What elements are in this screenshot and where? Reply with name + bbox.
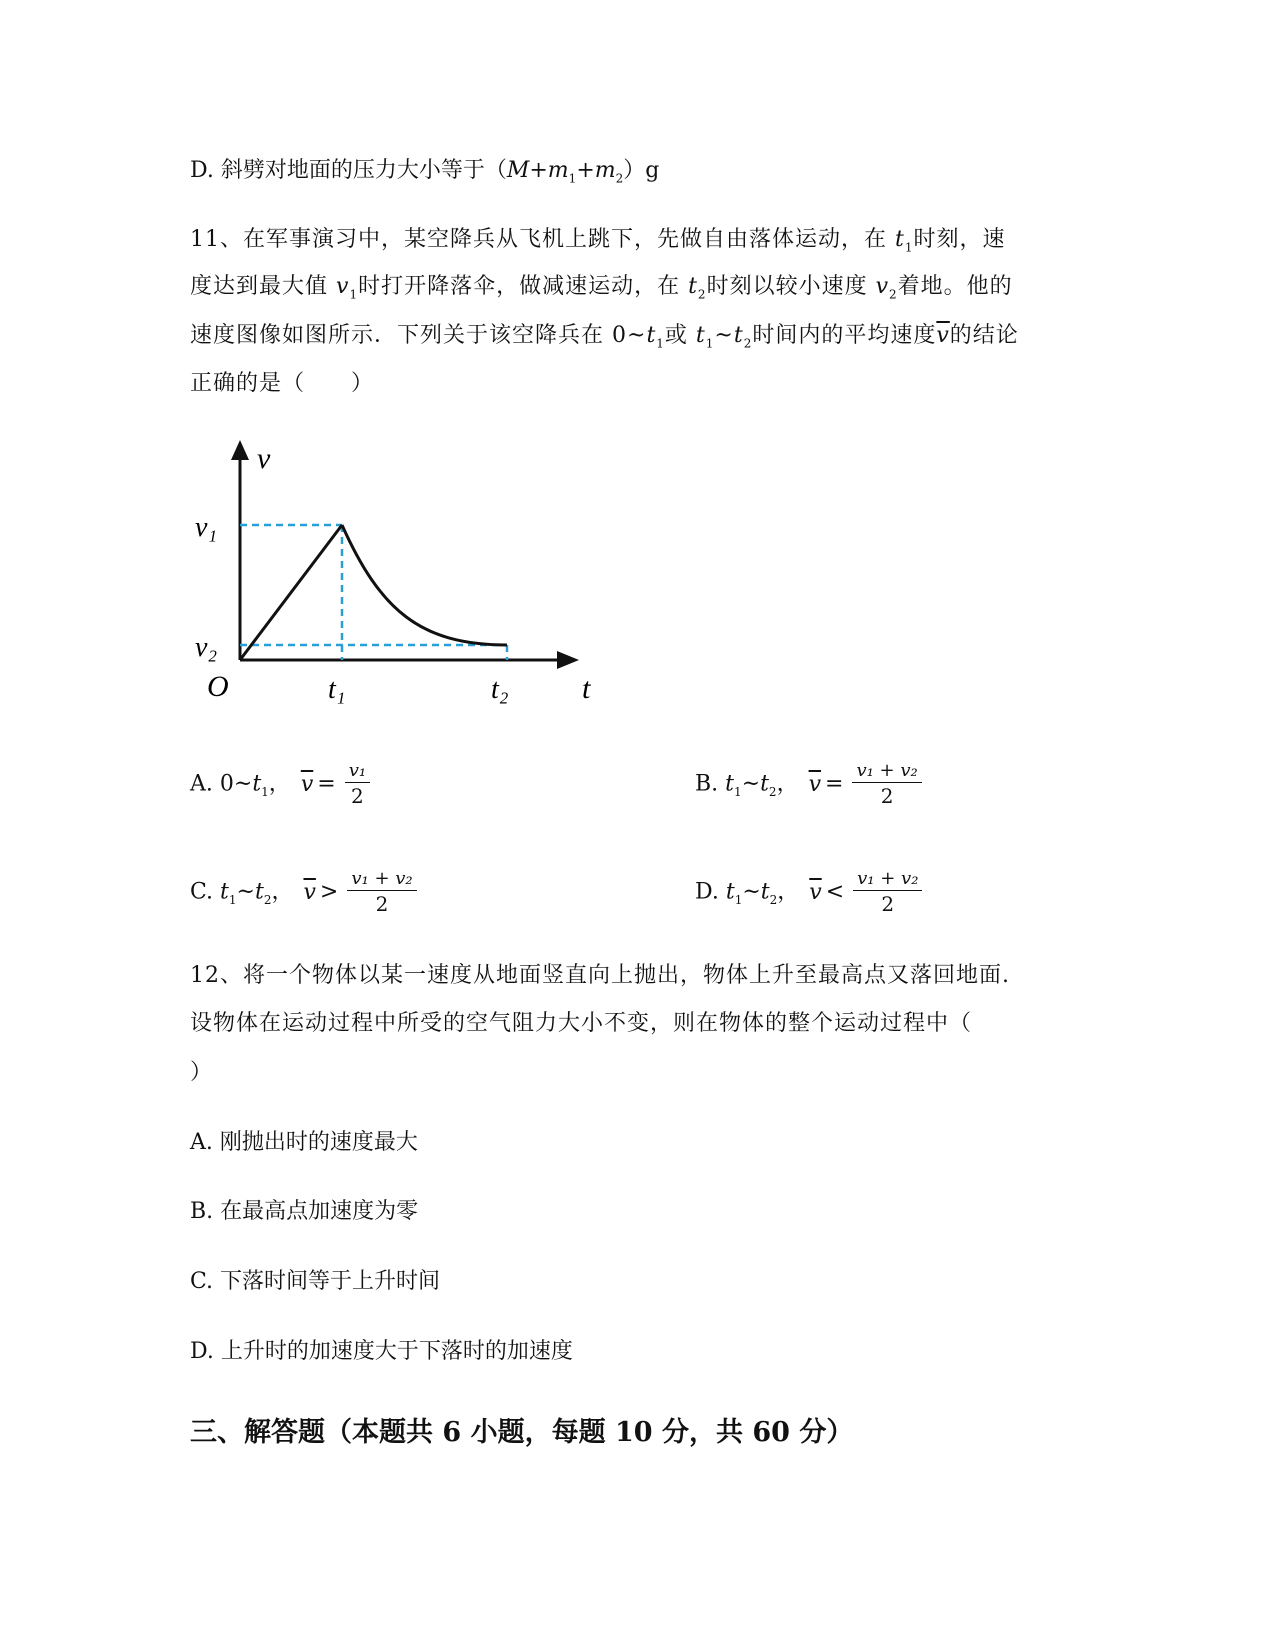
v-axis-label: v <box>257 442 271 475</box>
subscript: 1 <box>904 240 914 255</box>
numerator: v₁ + v₂ <box>852 760 921 783</box>
subscript: 2 <box>769 892 778 907</box>
q11-option-d <box>695 868 922 917</box>
q11-line-4 <box>190 366 374 397</box>
tilde: ~ <box>236 879 255 905</box>
t-axis-label: t <box>582 672 591 705</box>
separator: ， <box>268 771 291 797</box>
option-label: B. <box>695 771 726 797</box>
subscript: 1 <box>568 171 577 186</box>
option-label: A. 0~ <box>190 771 253 797</box>
formula: +m <box>576 158 616 183</box>
subscript: 1 <box>656 336 665 351</box>
q12-option-c: C. 下落时间等于上升时间 <box>190 1269 441 1294</box>
var-t: t <box>895 227 905 252</box>
text: 或 <box>664 323 696 348</box>
var-t: t <box>220 879 229 905</box>
denominator: 2 <box>375 892 389 916</box>
numerator: v₁ <box>345 760 370 783</box>
q12-option-d: D. 上升时的加速度大于下落时的加速度 <box>190 1339 573 1364</box>
prev-option-d <box>190 153 659 185</box>
q11-line-2 <box>190 269 1013 301</box>
var-v: v <box>875 274 889 299</box>
q12-line-1: 12、将一个物体以某一速度从地面竖直向上抛出，物体上升至最高点又落回地面. <box>190 963 1010 988</box>
subscript: 1 <box>734 892 743 907</box>
q12-line-2: 设物体在运动过程中所受的空气阻力大小不变，则在物体的整个运动过程中（ <box>190 1011 973 1036</box>
var-t: t <box>695 323 706 348</box>
text: 时间内的平均速度 <box>752 323 937 348</box>
var-vbar: $\overline{v}$ <box>808 771 822 797</box>
text: 度达到最大值 <box>190 274 336 299</box>
text: 11、在军事演习中，某空降兵从飞机上跳下，先做自由落体运动，在 <box>190 227 895 252</box>
q11-option-b <box>695 760 922 809</box>
fraction <box>853 868 922 917</box>
subscript: 1 <box>349 287 359 302</box>
separator: ， <box>271 879 294 905</box>
subscript: 2 <box>768 784 777 799</box>
var-t: t <box>725 771 734 797</box>
option-label: C. <box>190 879 221 905</box>
q12-option-b: B. 在最高点加速度为零 <box>190 1199 419 1224</box>
denominator: 2 <box>351 784 364 808</box>
numerator: v₁ + v₂ <box>853 868 922 891</box>
var-t: t <box>646 323 657 348</box>
numerator: v₁ + v₂ <box>347 868 416 891</box>
text: 着地。他的 <box>897 274 1013 299</box>
origin-label: O <box>207 670 229 703</box>
decel-curve <box>342 525 507 645</box>
q11-line-3 <box>190 318 1019 350</box>
fraction <box>852 760 921 809</box>
relation: < <box>825 879 845 905</box>
subscript: 1 <box>734 784 742 799</box>
var-t: t <box>760 879 770 905</box>
denominator: 2 <box>880 784 894 808</box>
t1-label: t₁ <box>328 674 346 705</box>
relation: = <box>317 771 336 797</box>
var-v: v <box>336 274 350 299</box>
v1-label: v₁ <box>195 512 218 543</box>
var-t: t <box>725 879 735 905</box>
subscript: 2 <box>697 287 707 302</box>
q12-option-a: A. 刚抛出时的速度最大 <box>190 1130 418 1155</box>
subscript: 2 <box>263 892 272 907</box>
subscript: 2 <box>889 287 898 302</box>
var-vbar: $\overline{v}$ <box>936 323 950 348</box>
separator: ， <box>777 879 800 905</box>
text: 时刻以较小速度 <box>706 274 876 299</box>
var-vbar: $\overline{v}$ <box>300 771 314 797</box>
relation: > <box>319 879 339 905</box>
formula: M+m <box>506 158 569 183</box>
v2-label: v₂ <box>195 632 218 663</box>
text: 速度图像如图所示．下列关于该空降兵在 0~ <box>190 323 647 348</box>
velocity-time-graph <box>195 440 595 725</box>
text: 正确的是（ ） <box>190 371 375 396</box>
denominator: 2 <box>881 892 895 916</box>
tilde: ~ <box>741 771 761 797</box>
text: 时刻，速 <box>913 227 1006 252</box>
subscript: 2 <box>743 336 753 351</box>
q11-line-1 <box>190 222 1006 254</box>
fraction <box>347 868 416 917</box>
tilde: ~ <box>742 879 761 905</box>
var-t: t <box>688 274 698 299</box>
fraction <box>345 760 370 809</box>
var-t: t <box>252 771 262 797</box>
section-heading: 三、解答题（本题共 6 小题，每题 10 分，共 60 分） <box>190 1417 854 1448</box>
t-axis-arrow <box>557 651 579 669</box>
var-vbar: $\overline{v}$ <box>303 879 316 905</box>
var-t: t <box>733 323 744 348</box>
subscript: 1 <box>228 892 237 907</box>
accel-segment <box>240 525 342 660</box>
var-t: t <box>760 771 769 797</box>
q11-option-a <box>190 760 370 809</box>
text: ~ <box>714 323 734 348</box>
v-axis-arrow <box>231 440 249 460</box>
q11-option-c <box>190 868 417 917</box>
subscript: 2 <box>615 171 624 186</box>
var-t: t <box>254 879 264 905</box>
option-text: D. 斜劈对地面的压力大小等于（ <box>190 158 507 183</box>
q12-line-3: ） <box>190 1060 213 1085</box>
t2-label: t₂ <box>491 674 509 705</box>
relation: = <box>825 771 844 797</box>
option-label: D. <box>695 879 726 905</box>
option-text: ）g <box>623 158 660 183</box>
text: 时打开降落伞，做减速运动，在 <box>358 274 689 299</box>
separator: ， <box>776 771 799 797</box>
var-vbar: $\overline{v}$ <box>809 879 822 905</box>
subscript: 1 <box>705 336 715 351</box>
subscript: 1 <box>261 784 269 799</box>
text: 的结论 <box>949 323 1019 348</box>
